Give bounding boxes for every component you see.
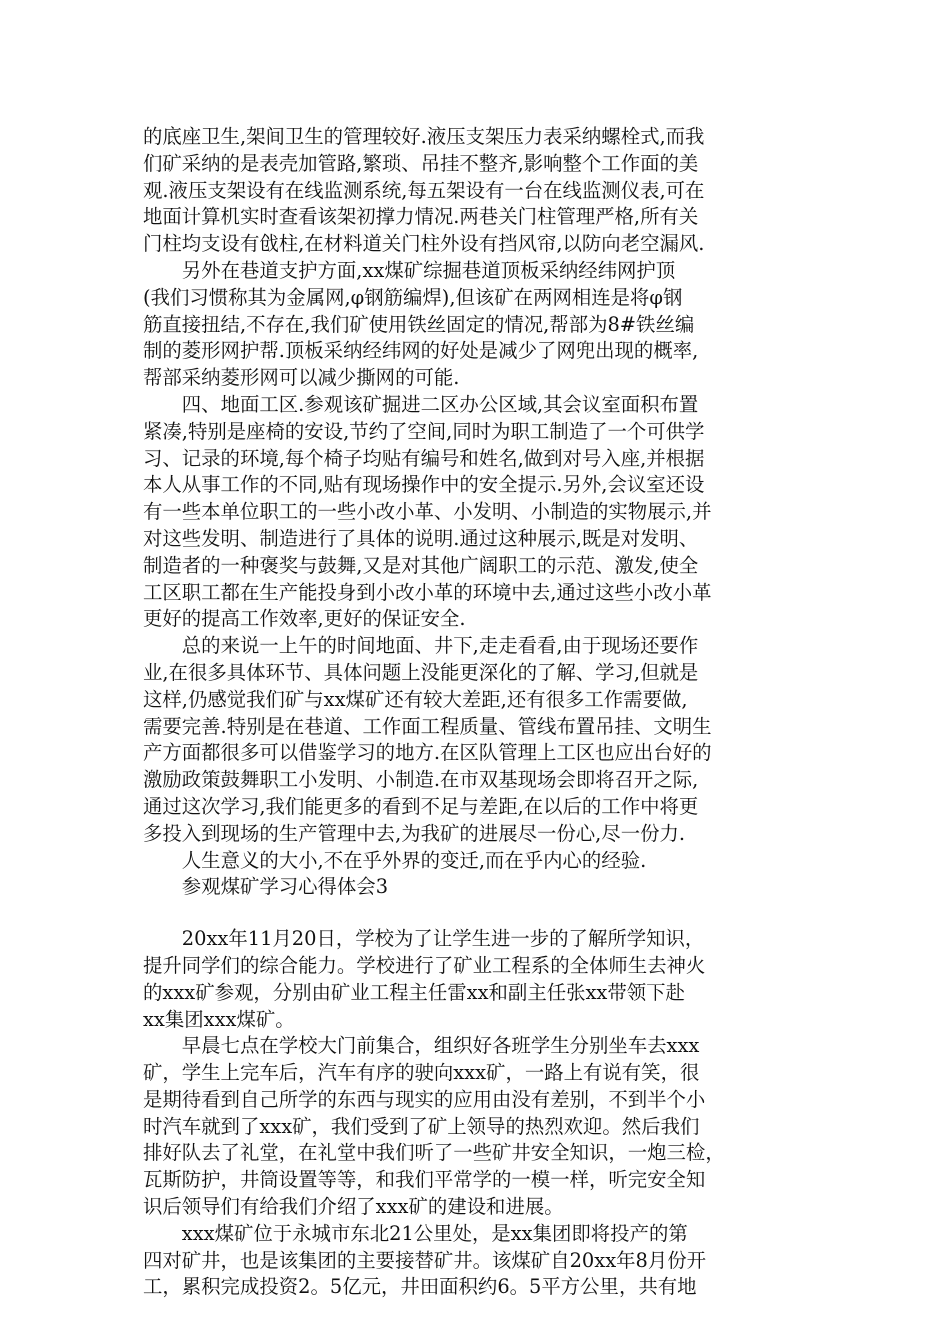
paragraph-morning-trip: 早晨七点在学校大门前集合，组织好各班学生分别坐车去xxx 矿，学生上完车后，汽车有序的驶向xxx矿，一路上有说有笑，很 是期待看到自己所学的东西与现实的应用由没有差别，不到半个小 时汽车就到了xxx矿，我们受到了矿上领导的热烈欢迎。然后我们 排好队去了礼堂，在礼堂中我们听了一些矿井安全知识，一炮三检， 瓦斯防护，井筒设置等等，和我们平常学的一模一样，听完安全知 识后领导们有给我们介绍了xxx矿的建设和进展。	[143, 1034, 725, 1219]
paragraph-quote: 人生意义的大小,不在乎外界的变迁,而在乎内心的经验.	[181, 848, 647, 872]
paragraph-hydraulic-support: 的底座卫生,架间卫生的管理较好.液压支架压力表采纳螺栓式,而我 们矿采纳的是表壳加管路,繁琐、吊挂不整齐,影响整个工作面的美 观.液压支架设有在线监测系统,每五架设有一台在线监测仪表,可在 地面计算机实时查看该架初撑力情况.两巷关门柱管理严格,所有关 门柱均支设有戗柱,在材料道关门柱外设有挡风帘,以防向老空漏风.	[143, 125, 705, 256]
section-heading: 参观煤矿学习心得体会3	[181, 875, 389, 899]
paragraph-mine-location: xxx煤矿位于永城市东北21公里处，是xx集团即将投产的第 四对矿井，也是该集团的主要接替矿井。该煤矿自20xx年8月份开 工，累积完成投资2。5亿元，井田面积约6。5平方公里，共有地	[143, 1221, 707, 1299]
paragraph-roadway-support: 另外在巷道支护方面,xx煤矿综掘巷道顶板采纳经纬网护顶 (我们习惯称其为金属网,φ钢筋编焊),但该矿在两网相连是将φ钢 筋直接扭结,不存在,我们矿使用铁丝固定的情况,帮部为8#铁丝编 制的菱形网护帮.顶板采纳经纬网的好处是减少了网兜出现的概率, 帮部采纳菱形网可以减少撕网的可能.	[143, 258, 699, 390]
paragraph-surface-workshop: 四、地面工区.参观该矿掘进二区办公区域,其会议室面积布置 紧凑,特别是座椅的安设,节约了空间,同时为职工制造了一个可供学 习、记录的环境,每个椅子均贴有编号和姓名,做到对号入座,并根据 本人从事工作的不同,贴有现场操作中的安全提示.另外,会议室还设 有一些本单位职工的一些小改小革、小发明、小制造的实物展示,并 对这些发明、制造进行了具体的说明.通过这种展示,既是对发明、 制造者的一种褒奖与鼓舞,又是对其他广阔职工的示范、激发,使全 工区职工都在生产能投身到小改小革的环境中去,通过这些小改小革 更好的提高工作效率,更好的保证安全.	[143, 392, 712, 631]
paragraph-summary: 总的来说一上午的时间地面、井下,走走看看,由于现场还要作 业,在很多具体环节、具体问题上没能更深化的了解、学习,但就是 这样,仍感觉我们矿与xx煤矿还有较大差距,还有很多工作需要做, 需要完善.特别是在巷道、工作面工程质量、管线布置吊挂、文明生 产方面都很多可以借鉴学习的地方.在区队管理上工区也应出台好的 激励政策鼓舞职工小发明、小制造.在市双基现场会即将召开之际, 通过这次学习,我们能更多的看到不足与差距,在以后的工作中将更 多投入到现场的生产管理中去,为我矿的进展尽一份心,尽一份力.	[143, 634, 712, 845]
paragraph-visit-intro: 20xx年11月20日，学校为了让学生进一步的了解所学知识， 提升同学们的综合能力。学校进行了矿业工程系的全体师生去神火 的xxx矿参观，分别由矿业工程主任雷xx和副主任张xx带领下赴 xx集团xxx煤矿。	[143, 927, 706, 1031]
